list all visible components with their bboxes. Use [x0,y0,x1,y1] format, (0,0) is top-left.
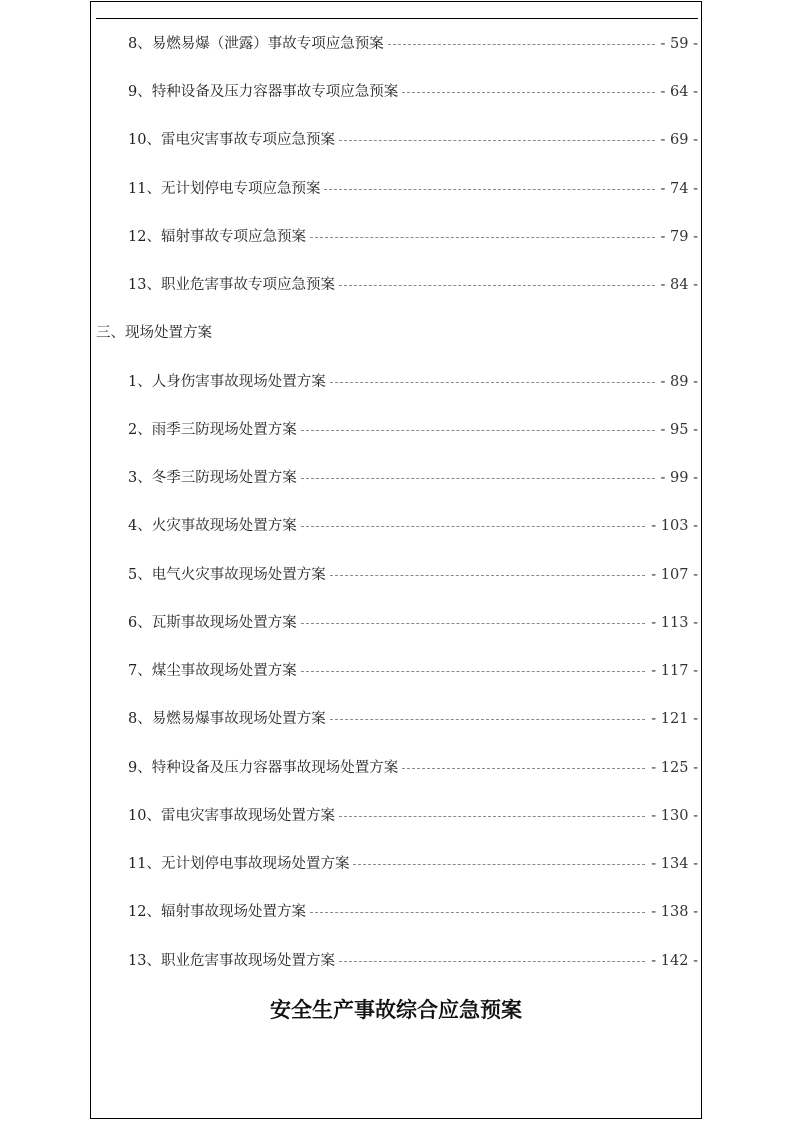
toc-entry[interactable] [128,902,698,922]
toc-entry-page: - 130 - [651,808,698,824]
toc-entry-page: - 74 - [660,181,698,197]
dot-leader [330,719,646,720]
toc-entry-page: - 142 - [651,953,698,969]
dot-leader [301,478,655,479]
toc-entry[interactable] [128,709,698,729]
toc-entry-label: 10、雷电灾害事故专项应急预案 [128,132,335,148]
dot-leader [402,92,654,93]
toc-entry[interactable] [128,372,698,392]
toc-entry-label: 13、职业危害事故专项应急预案 [128,277,335,293]
toc-entry[interactable] [128,758,698,778]
toc-entry-label: 1、人身伤害事故现场处置方案 [128,374,326,390]
dot-leader [301,526,646,527]
toc-entry[interactable] [128,951,698,971]
toc-entry-label: 10、雷电灾害事故现场处置方案 [128,808,335,824]
dot-leader [402,768,645,769]
toc-entry-page: - 84 - [660,277,698,293]
dot-leader [301,671,646,672]
toc-entry[interactable] [128,227,698,247]
toc-entry-label: 2、雨季三防现场处置方案 [128,422,297,438]
toc-entry[interactable] [128,806,698,826]
dot-leader [301,623,646,624]
toc-entry-label: 4、火灾事故现场处置方案 [128,518,297,534]
header-rule [96,18,698,19]
toc-entry-label: 8、易燃易爆（泄露）事故专项应急预案 [128,36,384,52]
toc-entry-label: 13、职业危害事故现场处置方案 [128,953,335,969]
toc-entry[interactable] [128,516,698,536]
toc-entry-page: - 89 - [660,374,698,390]
toc-entry[interactable] [128,565,698,585]
toc-entry[interactable] [128,854,698,874]
toc-entry-page: - 107 - [651,567,698,583]
dot-leader [310,912,645,913]
toc-entry-page: - 134 - [651,856,698,872]
dot-leader [330,575,646,576]
toc-entry[interactable] [128,661,698,681]
toc-entry-page: - 121 - [651,711,698,727]
toc-entry[interactable] [128,82,698,102]
toc-entry-label: 8、易燃易爆事故现场处置方案 [128,711,326,727]
toc-entry-label: 11、无计划停电专项应急预案 [128,181,321,197]
toc-entry-label: 6、瓦斯事故现场处置方案 [128,615,297,631]
toc-entry-page: - 125 - [651,760,698,776]
toc-entry-label: 9、特种设备及压力容器事故专项应急预案 [128,84,399,100]
toc-entry-page: - 69 - [660,132,698,148]
dot-leader [324,189,654,190]
toc-entry-label: 3、冬季三防现场处置方案 [128,470,297,486]
toc-entry-page: - 95 - [660,422,698,438]
toc-entry-label: 5、电气火灾事故现场处置方案 [128,567,326,583]
toc-entry-page: - 138 - [651,904,698,920]
toc-entry-label: 12、辐射事故现场处置方案 [128,904,306,920]
document-title: 安全生产事故综合应急预案 [270,998,522,1022]
toc-entry[interactable] [128,179,698,199]
toc-entry-page: - 117 - [651,663,698,679]
toc-entry-page: - 64 - [660,84,698,100]
toc-entry-label: 12、辐射事故专项应急预案 [128,229,306,245]
dot-leader [353,864,645,865]
dot-leader [339,816,645,817]
dot-leader [388,44,655,45]
dot-leader [330,382,655,383]
toc-entry-page: - 113 - [651,615,698,631]
toc-entry[interactable] [128,34,698,54]
section-heading[interactable]: 三、现场处置方案 [96,325,212,341]
toc-entry-label: 7、煤尘事故现场处置方案 [128,663,297,679]
dot-leader [301,430,655,431]
toc-entry-label: 9、特种设备及压力容器事故现场处置方案 [128,760,399,776]
toc-entry[interactable] [128,613,698,633]
toc-entry[interactable] [128,275,698,295]
dot-leader [339,285,655,286]
toc-entry-page: - 59 - [660,36,698,52]
dot-leader [339,140,655,141]
dot-leader [339,961,645,962]
dot-leader [310,237,655,238]
toc-entry-page: - 99 - [660,470,698,486]
toc-entry[interactable] [128,130,698,150]
toc-entry[interactable] [128,420,698,440]
toc-entry-label: 11、无计划停电事故现场处置方案 [128,856,350,872]
toc-entry-page: - 79 - [660,229,698,245]
toc-entry-page: - 103 - [651,518,698,534]
toc-entry[interactable] [128,468,698,488]
